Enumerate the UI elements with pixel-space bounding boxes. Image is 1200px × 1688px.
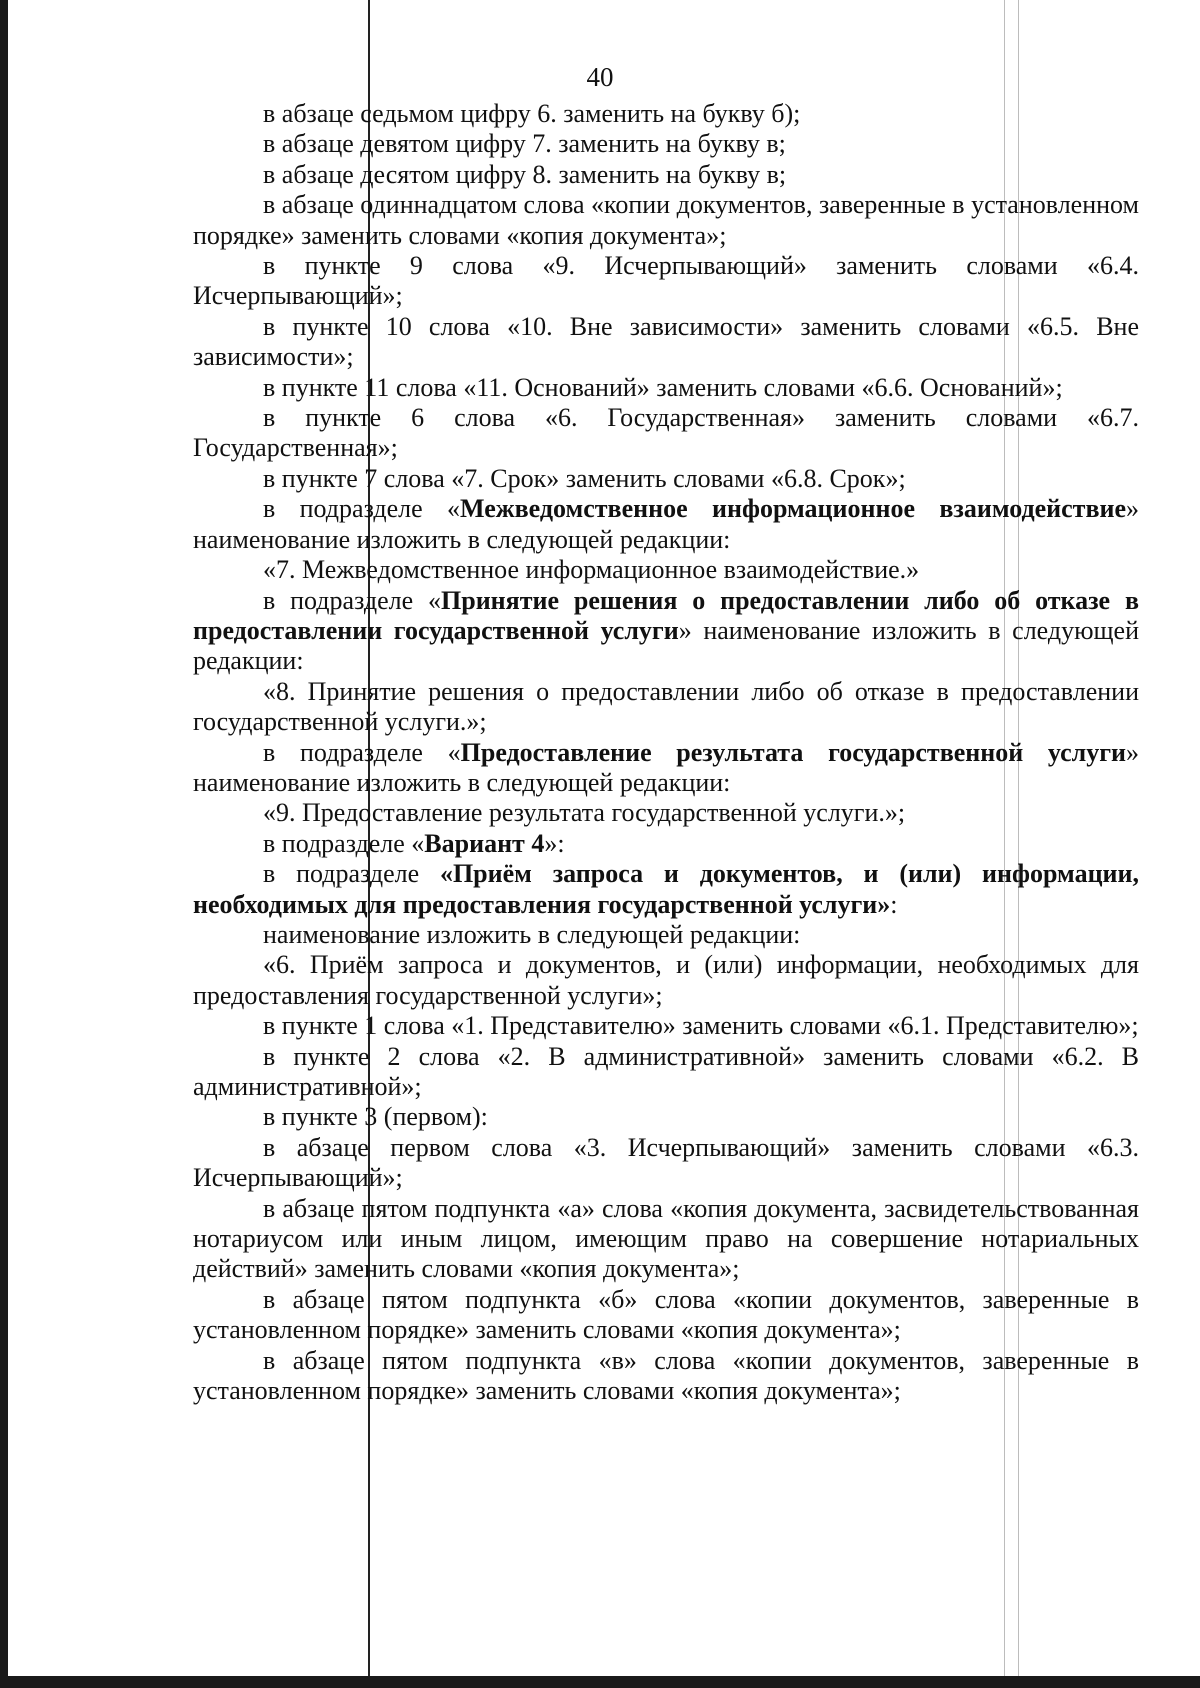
paragraph: «9. Предоставление результата государственной услуги.»; — [263, 798, 906, 828]
paragraph: в подразделе «Принятие решения о предоставлении либо об отказе в предоставлении государственной услуги» наименование изложить в следующей редакции: — [193, 585, 1140, 676]
paragraph: «8. Принятие решения о предоставлении либо об отказе в предоставлении государственной услуги.»; — [193, 676, 1139, 737]
paragraph: «6. Приём запроса и документов, и (или) информации, необходимых для предоставления государственной услуги»; — [193, 950, 1139, 1010]
paragraph: в пункте 3 (первом): — [263, 1102, 488, 1132]
paragraph: в абзаце пятом подпункта «в» слова «копии документов, заверенные в установленном порядке» заменить словами «копия документа»; — [193, 1345, 1139, 1406]
paragraph: в пункте 7 слова «7. Срок» заменить словами «6.8. Срок»; — [263, 463, 906, 493]
paragraph: в абзаце первом слова «3. Исчерпывающий» заменить словами «6.3. Исчерпывающий»; — [193, 1132, 1139, 1193]
bold-heading-text: Межведомственное информационное взаимодействие — [460, 494, 1126, 524]
paragraph: в пункте 6 слова «6. Государственная» заменить словами «6.7. Государственная»; — [193, 403, 1139, 463]
paragraph: в пункте 1 слова «1. Представителю» заменить словами «6.1. Представителю»; — [263, 1011, 1139, 1041]
paragraph: в пункте 10 слова «10. Вне зависимости» заменить словами «6.5. Вне зависимости»; — [193, 311, 1139, 372]
paragraph: в пункте 11 слова «11. Оснований» заменить словами «6.6. Оснований»; — [263, 372, 1063, 402]
paragraph: в абзаце десятом цифру 8. заменить на букву в; — [263, 159, 787, 189]
page-number: 40 — [586, 62, 614, 92]
paragraph: в подразделе «Предоставление результата государственной услуги» наименование изложить в следующей редакции: — [193, 737, 1140, 797]
bold-heading-text: «Приём запроса и документов, и (или) информации, необходимых для предоставления государственной услуги» — [193, 859, 1140, 919]
paragraph: в абзаце пятом подпункта «а» слова «копия документа, засвидетельствованная нотариусом или иным лицом, имеющим право на совершение нотариальных действий» заменить словами «копия документа»; — [193, 1193, 1139, 1284]
paragraph: в абзаце девятом цифру 7. заменить на букву в; — [263, 129, 786, 159]
paragraph: «7. Межведомственное информационное взаимодействие.» — [263, 555, 920, 585]
paragraph: в абзаце пятом подпункта «б» слова «копии документов, заверенные в установленном порядке» заменить словами «копия документа»; — [193, 1284, 1139, 1345]
bold-heading-text: Предоставление результата государственной услуги — [460, 737, 1127, 767]
scan-left-edge — [0, 0, 8, 1688]
paragraph: в подразделе «Вариант 4»: — [263, 828, 565, 858]
bold-heading-text: Принятие решения о предоставлении либо об отказе в предоставлении государственной услуги — [193, 585, 1139, 645]
paragraph: в абзаце одиннадцатом слова «копии документов, заверенные в установленном порядке» заменить словами «копия документа»; — [193, 190, 1139, 250]
scan-bottom-edge — [0, 1676, 1200, 1688]
document-body — [193, 99, 1139, 1406]
paragraph: в абзаце седьмом цифру 6. заменить на букву б); — [263, 99, 801, 128]
paragraph: в подразделе «Приём запроса и документов, и (или) информации, необходимых для предоставления государственной услуги»: — [193, 859, 1140, 919]
paragraph: в пункте 9 слова «9. Исчерпывающий» заменить словами «6.4. Исчерпывающий»; — [193, 251, 1139, 311]
paragraph: в подразделе «Межведомственное информационное взаимодействие» наименование изложить в следующей редакции: — [193, 494, 1139, 554]
paragraph: в пункте 2 слова «2. В административной» заменить словами «6.2. В административной»; — [193, 1041, 1139, 1101]
paragraph: наименование изложить в следующей редакции: — [263, 919, 801, 949]
bold-heading-text: Вариант 4 — [424, 828, 545, 858]
